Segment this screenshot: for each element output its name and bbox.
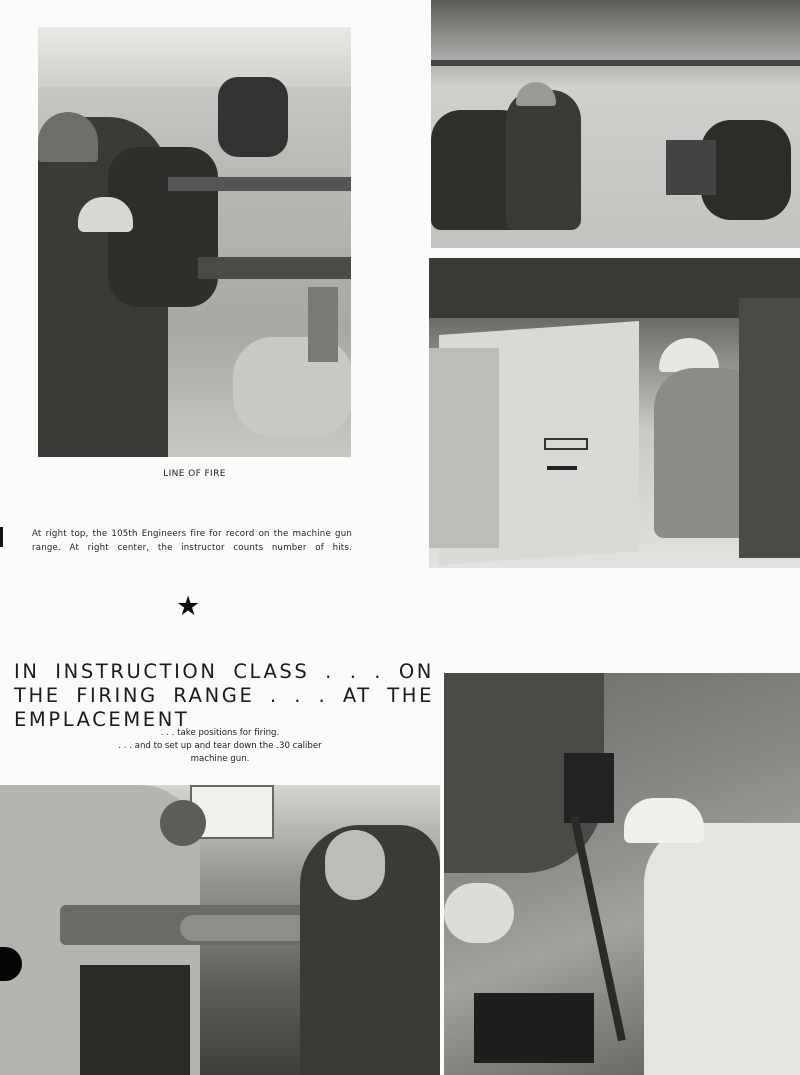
- margin-mark: [0, 527, 3, 547]
- photo-emplacement: [444, 673, 800, 1075]
- page-headline: IN INSTRUCTION CLASS . . . ON THE FIRING RANGE . . . AT THE EMPLACEMENT: [14, 660, 434, 731]
- photo-instructor-counting-hits: [429, 258, 800, 568]
- photo-line-of-fire: [38, 27, 351, 457]
- caption-line-of-fire: LINE OF FIRE: [163, 469, 226, 479]
- photo-description: At right top, the 105th Engineers fire for record on the machine gun range. At right center, the instructor counts number of hits.: [32, 529, 352, 553]
- photo-machine-gun-setup: [0, 785, 440, 1075]
- subcaption: [100, 727, 340, 766]
- photo-engineers-firing: [431, 0, 800, 248]
- subcaption-line-1: . . . take positions for firing.: [160, 728, 280, 738]
- subcaption-line-2: . . . and to set up and tear down the .30 caliber machine gun.: [118, 741, 322, 764]
- star-icon: ★: [176, 591, 201, 622]
